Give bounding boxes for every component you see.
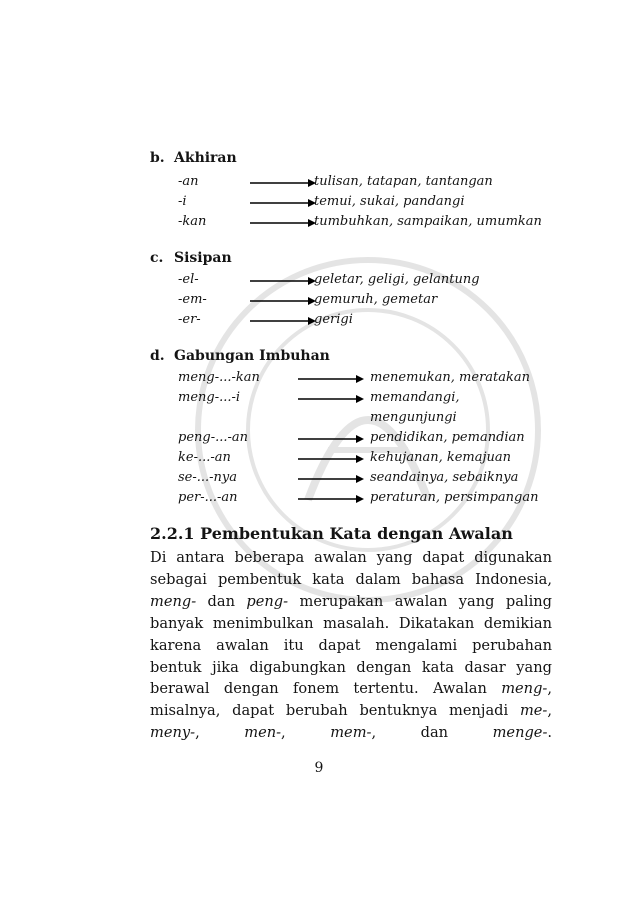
list-item: per-...-an peraturan, persimpangan — [178, 490, 539, 505]
arrow-right-icon — [250, 218, 316, 228]
arrow-right-icon — [250, 178, 316, 188]
section-akhiran-title: b. Akhiran — [150, 150, 237, 166]
arrow-right-icon — [298, 374, 364, 384]
list-item: -an tulisan, tatapan, tantangan — [178, 174, 493, 189]
list-item: -i temui, sukai, pandangi — [178, 194, 465, 209]
arrow-right-icon — [298, 494, 364, 504]
list-item: se-...-nya seandainya, sebaiknya — [178, 470, 519, 485]
list-item: -em- gemuruh, gemetar — [178, 292, 438, 307]
section-gabungan-imbuhan-title: d. Gabungan Imbuhan — [150, 348, 330, 364]
section-sisipan-title: c. Sisipan — [150, 250, 232, 266]
section-heading: 2.2.1 Pembentukan Kata dengan Awalan — [150, 524, 513, 543]
arrow-right-icon — [298, 454, 364, 464]
arrow-right-icon — [298, 394, 364, 404]
list-item: -er- gerigi — [178, 312, 353, 327]
body-paragraph: Di antara beberapa awalan yang dapat digunakan sebagai pembentuk kata dalam bahasa Indonesia, meng- dan peng- merupakan awalan yang paling banyak menimbulkan masalah. Dikatakan demikian karena awalan itu dapat mengalami perubahan bentuk jika digabungkan dengan kata dasar yang berawal dengan fonem tertentu. Awalan meng-, misalnya, dapat berubah bentuknya menjadi me-, meny-, men-, mem-, dan menge-. — [150, 549, 553, 742]
list-item: -kan tumbuhkan, sampaikan, umumkan — [178, 214, 542, 229]
arrow-right-icon — [250, 316, 316, 326]
arrow-right-icon — [298, 434, 364, 444]
arrow-right-icon — [250, 198, 316, 208]
list-item: -el- geletar, geligi, gelantung — [178, 272, 480, 287]
arrow-right-icon — [250, 276, 316, 286]
list-item: peng-...-an pendidikan, pemandian — [178, 430, 525, 445]
list-item: meng-...-kan menemukan, meratakan — [178, 370, 531, 385]
list-item: mengunjungi — [370, 410, 457, 425]
list-item: ke-...-an kehujanan, kemajuan — [178, 450, 512, 465]
page-number: 9 — [314, 760, 324, 776]
arrow-right-icon — [250, 296, 316, 306]
list-item: meng-...-i memandangi, — [178, 390, 460, 405]
arrow-right-icon — [298, 474, 364, 484]
